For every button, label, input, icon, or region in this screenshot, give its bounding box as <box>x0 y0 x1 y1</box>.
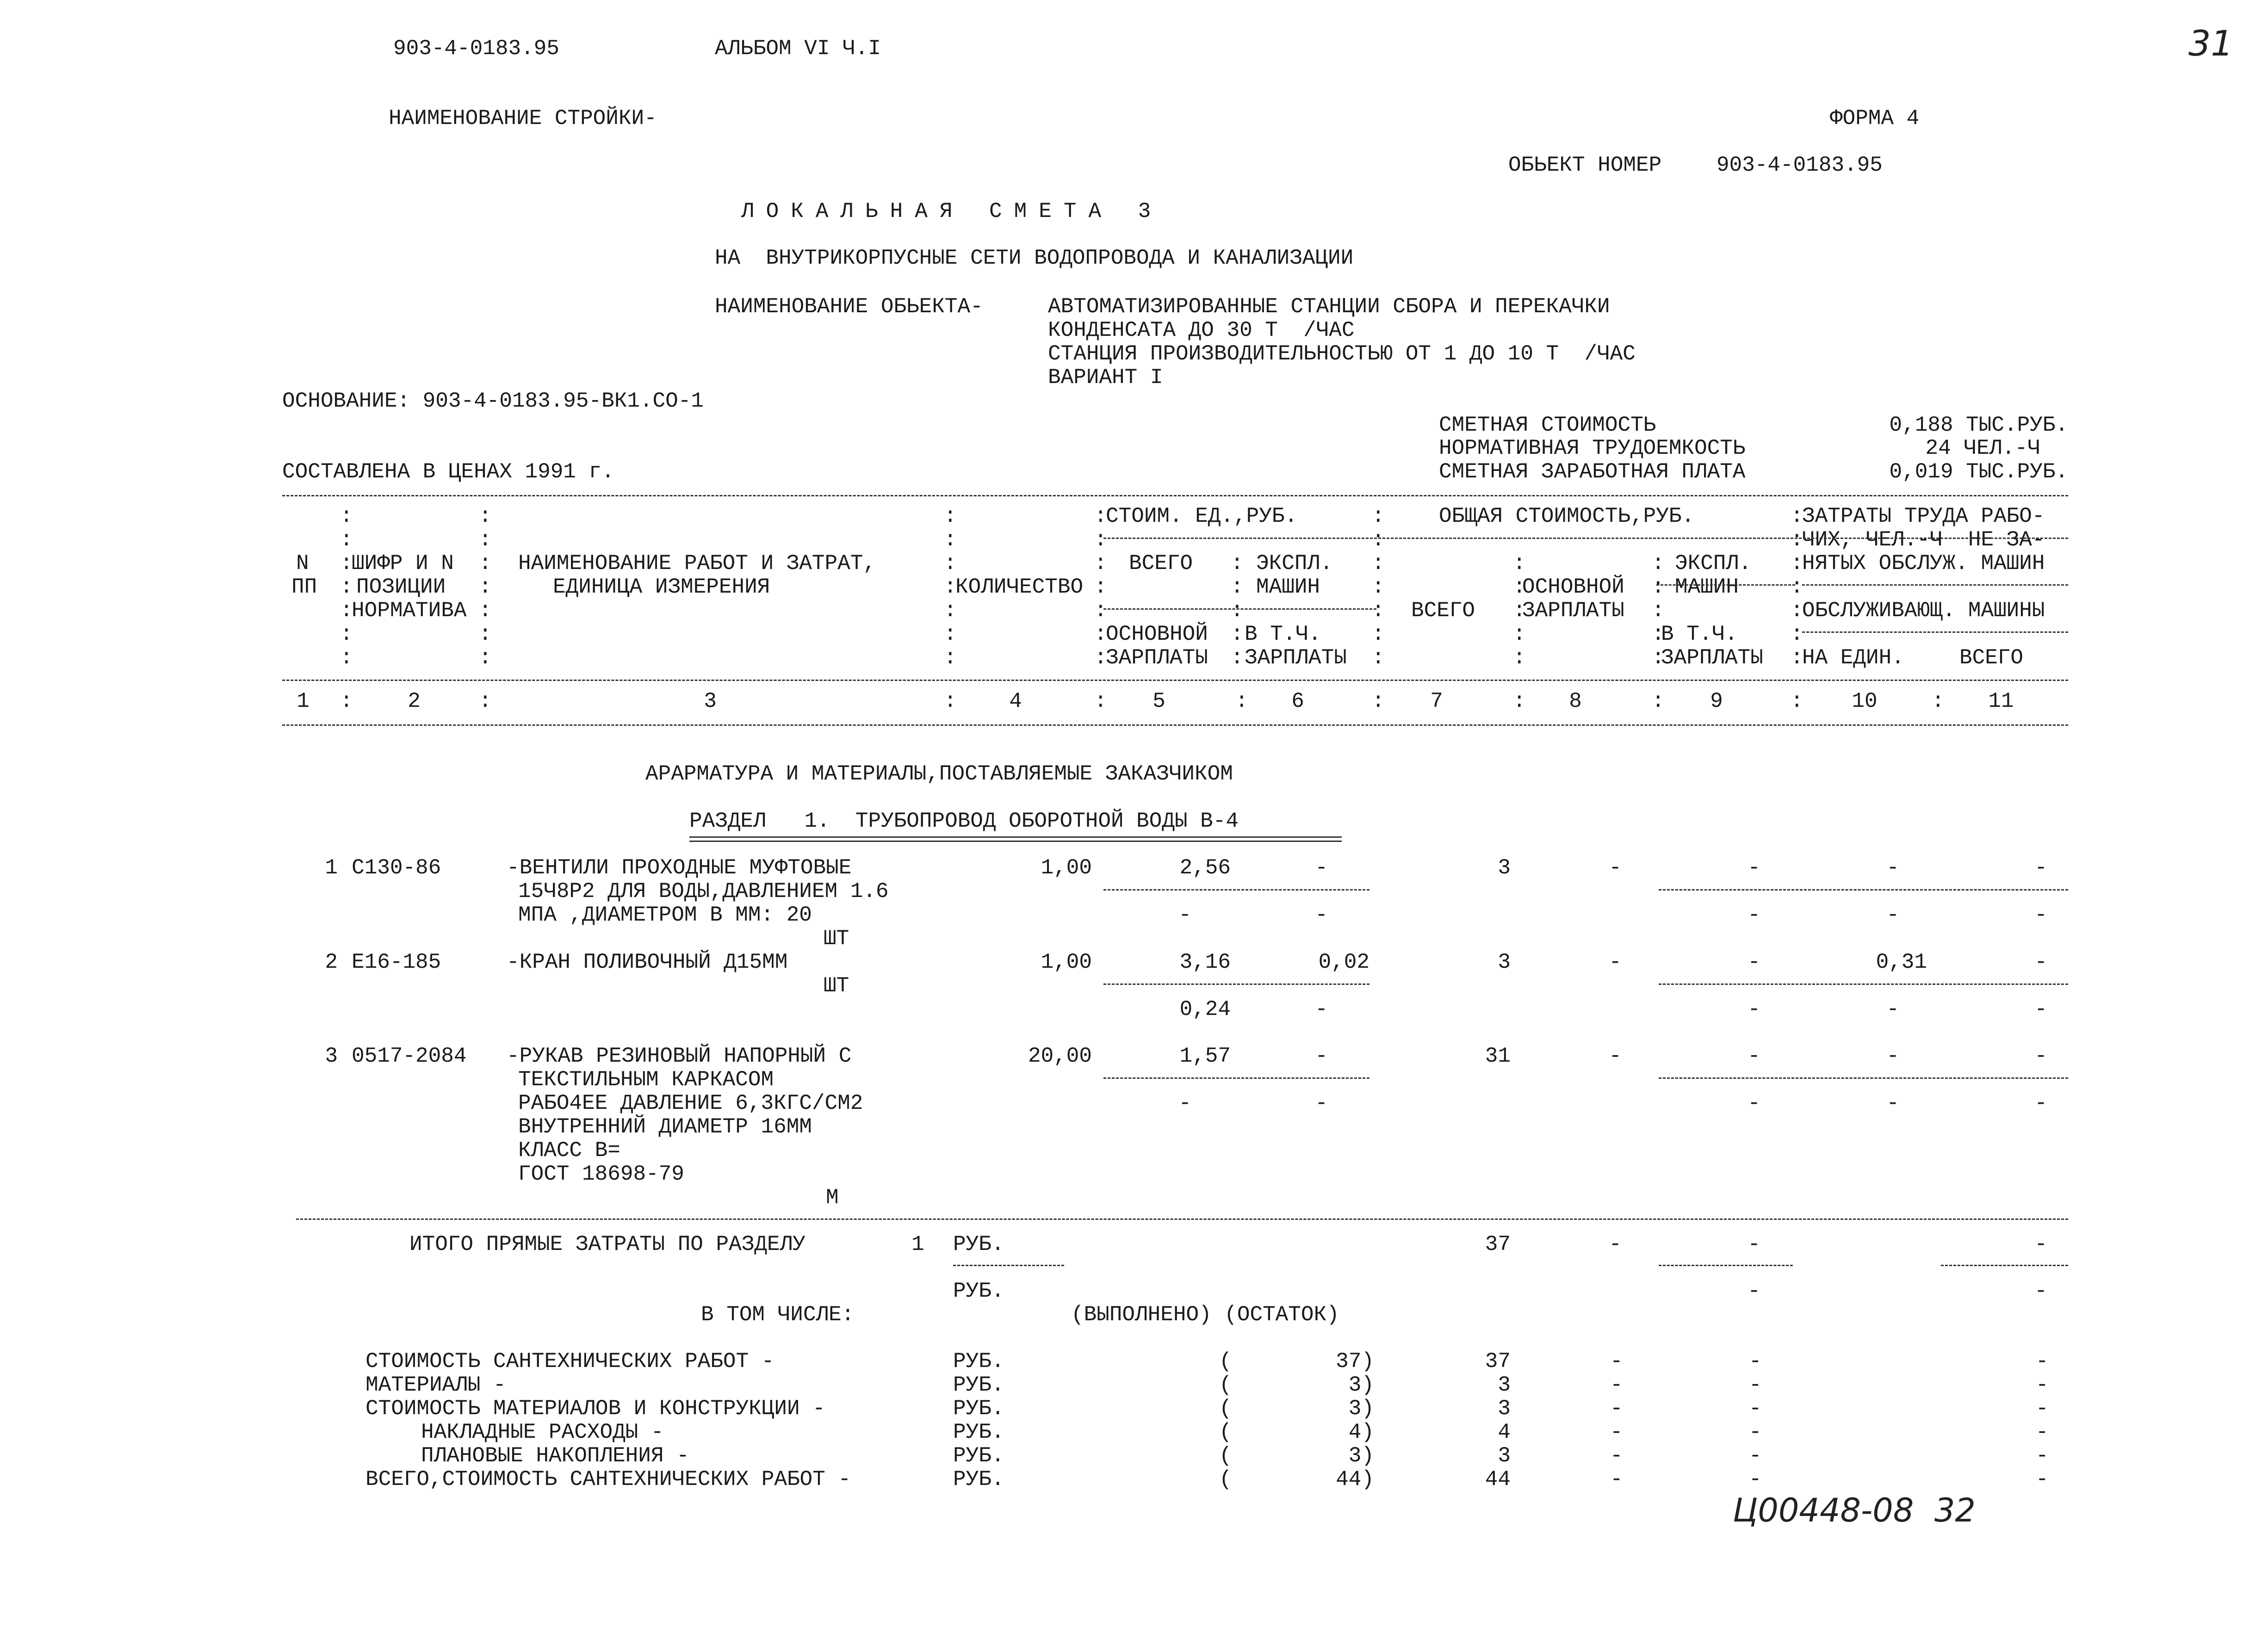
row-total-vt: - <box>1747 1091 1760 1115</box>
object-name-line: АВТОМАТИЗИРОВАННЫЕ СТАНЦИИ СБОРА И ПЕРЕКАЧКИ <box>1048 295 1610 319</box>
row-name: МПА ,ДИАМЕТРОМ В ММ: 20 <box>518 903 812 927</box>
row-rule <box>1103 1077 1369 1079</box>
col-unit-osn-header: ЗАРПЛАТЫ <box>1106 646 1208 670</box>
row-total-expl: - <box>1747 1044 1760 1068</box>
totals-labor-total: - <box>2034 1279 2047 1303</box>
breakdown-dash: - <box>1749 1467 1762 1491</box>
column-separator: : <box>1094 599 1107 623</box>
breakdown-total: 3 <box>1498 1373 1511 1397</box>
column-separator: : <box>1513 551 1526 575</box>
row-rule <box>1659 983 2068 985</box>
breakdown-paren: ( <box>1219 1467 1232 1491</box>
col-unit-total-header: ВСЕГО <box>1129 551 1193 575</box>
breakdown-unit: РУБ. <box>953 1420 1004 1444</box>
column-separator: : <box>944 622 957 646</box>
col-labor-header: НЯТЫХ ОБСЛУЖ. МАШИН <box>1802 551 2045 575</box>
column-separator: : <box>1372 575 1385 599</box>
breakdown-dash: - <box>1610 1397 1623 1421</box>
section-heading: АРАРМАТУРА И МАТЕРИАЛЫ,ПОСТАВЛЯЕМЫЕ ЗАКАЗЧИКОМ <box>645 762 1233 786</box>
totals-unit: РУБ. <box>953 1232 1004 1256</box>
column-separator: : <box>1791 689 1803 713</box>
col-total-vt-header: ЗАРПЛАТЫ <box>1661 646 1763 670</box>
column-separator: : <box>1513 646 1526 670</box>
column-separator: : <box>340 622 353 646</box>
breakdown-unit: РУБ. <box>953 1444 1004 1468</box>
breakdown-dash: - <box>2036 1444 2049 1468</box>
including-label: В ТОМ ЧИСЛЕ: <box>701 1303 855 1327</box>
column-separator: : <box>479 551 492 575</box>
breakdown-label: СТОИМОСТЬ САНТЕХНИЧЕСКИХ РАБОТ - <box>366 1349 775 1373</box>
row-labor-total: - <box>2034 856 2047 880</box>
column-separator: : <box>1231 575 1244 599</box>
column-separator: : <box>1372 504 1385 528</box>
row-quantity: 20,00 <box>1028 1044 1092 1068</box>
column-separator: : <box>1652 622 1665 646</box>
breakdown-dash: - <box>2036 1397 2049 1421</box>
breakdown-dash: - <box>1610 1467 1623 1491</box>
breakdown-dash: - <box>1610 1444 1623 1468</box>
row-labor-total: - <box>2034 1044 2047 1068</box>
column-number: 9 <box>1710 689 1723 713</box>
column-separator: : <box>944 528 957 552</box>
col-code-header: ШИФР И N <box>352 551 454 575</box>
breakdown-unit: РУБ. <box>953 1397 1004 1421</box>
header-bottom-rule <box>282 680 2068 681</box>
document-code: 903-4-0183.95 <box>393 37 559 61</box>
row-unit-osn: - <box>1178 903 1191 927</box>
row-number: 2 <box>325 950 338 974</box>
row-labor-unit: - <box>1886 1091 1899 1115</box>
breakdown-label: ПЛАНОВЫЕ НАКОПЛЕНИЯ - <box>421 1444 689 1468</box>
breakdown-done: 44) <box>1336 1467 1374 1491</box>
breakdown-label: МАТЕРИАЛЫ - <box>366 1373 506 1397</box>
summary-value: 24 ЧЕЛ.-Ч <box>1925 436 2040 460</box>
row-unit-osn: - <box>1178 1091 1191 1115</box>
column-separator: : <box>944 575 957 599</box>
summary-label: СМЕТНАЯ СТОИМОСТЬ <box>1439 413 1656 437</box>
header-rule <box>1802 584 2068 586</box>
row-unit-total: 1,57 <box>1179 1044 1231 1068</box>
breakdown-unit: РУБ. <box>953 1349 1004 1373</box>
row-total: 3 <box>1498 856 1511 880</box>
summary-label: НОРМАТИВНАЯ ТРУДОЕМКОСТЬ <box>1439 436 1746 460</box>
column-separator: : <box>1094 622 1107 646</box>
row-total-expl: - <box>1747 856 1760 880</box>
column-separator: : <box>479 528 492 552</box>
col-unit-cost-header: СТОИМ. ЕД.,РУБ. <box>1106 504 1298 528</box>
col-labor-total-header: ВСЕГО <box>1959 646 2024 670</box>
object-name-line: СТАНЦИЯ ПРОИЗВОДИТЕЛЬНОСТЬЮ ОТ 1 ДО 10 Т /ЧАС <box>1048 342 1636 366</box>
column-separator: : <box>1791 575 1803 599</box>
column-separator: : <box>1372 646 1385 670</box>
breakdown-dash: - <box>2036 1420 2049 1444</box>
column-separator: : <box>1791 528 1803 552</box>
row-code: Е16-185 <box>352 950 441 974</box>
column-number: 2 <box>408 689 421 713</box>
col-unit-vt-header: ЗАРПЛАТЫ <box>1245 646 1347 670</box>
breakdown-dash: - <box>1749 1444 1762 1468</box>
breakdown-label: НАКЛАДНЫЕ РАСХОДЫ - <box>421 1420 664 1444</box>
row-code: С130-86 <box>352 856 441 880</box>
col-unit-osn-header: ОСНОВНОЙ <box>1106 622 1208 646</box>
column-separator: : <box>1372 599 1385 623</box>
column-separator: : <box>944 551 957 575</box>
album-label: АЛЬБОМ VI Ч.I <box>715 37 881 61</box>
column-number: 11 <box>1988 689 2014 713</box>
footer-stamp: Ц00448-08 32 <box>1733 1491 1976 1529</box>
row-name: ГОСТ 18698-79 <box>518 1162 684 1186</box>
totals-rule <box>953 1265 1064 1266</box>
row-labor-unit: 0,31 <box>1876 950 1927 974</box>
breakdown-done: 3) <box>1348 1373 1374 1397</box>
column-separator: : <box>340 575 353 599</box>
column-separator: : <box>1652 689 1665 713</box>
column-number: 7 <box>1430 689 1443 713</box>
row-unit-osn: 0,24 <box>1179 997 1231 1021</box>
column-separator: : <box>479 646 492 670</box>
row-total-vt: - <box>1747 997 1760 1021</box>
column-separator: : <box>1652 599 1665 623</box>
section-underline <box>689 836 1342 842</box>
column-separator: : <box>1235 689 1248 713</box>
object-name-label: НАИМЕНОВАНИЕ ОБЬЕКТА- <box>715 295 983 319</box>
row-labor-unit: - <box>1886 903 1899 927</box>
row-name: РАБО4ЕЕ ДАВЛЕНИЕ 6,3КГС/СМ2 <box>518 1091 863 1115</box>
header-rule <box>1103 538 2068 539</box>
row-name: 15Ч8Р2 ДЛЯ ВОДЫ,ДАВЛЕНИЕМ 1.6 <box>518 879 889 903</box>
column-separator: : <box>1513 575 1526 599</box>
col-unit-vt-header: В Т.Ч. <box>1245 622 1321 646</box>
object-name-line: КОНДЕНСАТА ДО 30 Т /ЧАС <box>1048 318 1355 342</box>
row-labor-unit: - <box>1886 1044 1899 1068</box>
row-rule <box>1659 1077 2068 1079</box>
breakdown-paren: ( <box>1219 1397 1232 1421</box>
column-separator: : <box>1513 599 1526 623</box>
col-total-expl-header: ЭКСПЛ. <box>1675 551 1752 575</box>
col-labor-header: ЗАТРАТЫ ТРУДА РАБО- <box>1802 504 2045 528</box>
summary-value: 0,019 ТЫС.РУБ. <box>1889 460 2068 484</box>
column-number: 4 <box>1009 689 1022 713</box>
col-number-header: ПП <box>291 575 317 599</box>
prices-basis: СОСТАВЛЕНА В ЦЕНАХ 1991 г. <box>282 460 614 484</box>
column-separator: : <box>1372 689 1385 713</box>
totals-total-expl: - <box>1747 1232 1760 1256</box>
totals-total: 37 <box>1485 1232 1511 1256</box>
row-labor-total: - <box>2034 950 2047 974</box>
col-name-header: ЕДИНИЦА ИЗМЕРЕНИЯ <box>553 575 770 599</box>
column-number: 3 <box>704 689 717 713</box>
page-subtitle: НА ВНУТРИКОРПУСНЫЕ СЕТИ ВОДОПРОВОДА И КАНАЛИЗАЦИИ <box>715 246 1354 270</box>
object-number: 903-4-0183.95 <box>1716 153 1883 177</box>
breakdown-dash: - <box>1610 1373 1623 1397</box>
column-number: 5 <box>1153 689 1165 713</box>
col-unit-expl-header: ЭКСПЛ. <box>1256 551 1333 575</box>
breakdown-dash: - <box>1749 1373 1762 1397</box>
column-separator: : <box>1791 646 1803 670</box>
col-labor-unit-header: НА ЕДИН. <box>1802 646 1904 670</box>
column-separator: : <box>1231 599 1244 623</box>
breakdown-done: 4) <box>1348 1420 1374 1444</box>
row-unit-total: 2,56 <box>1179 856 1231 880</box>
column-separator: : <box>340 646 353 670</box>
breakdown-paren: ( <box>1219 1349 1232 1373</box>
breakdown-done: 3) <box>1348 1397 1374 1421</box>
col-total-all-header: ВСЕГО <box>1411 599 1475 623</box>
column-separator: : <box>479 575 492 599</box>
breakdown-total: 4 <box>1498 1420 1511 1444</box>
breakdown-paren: ( <box>1219 1444 1232 1468</box>
breakdown-dash: - <box>1749 1349 1762 1373</box>
col-name-header: НАИМЕНОВАНИЕ РАБОТ И ЗАТРАТ, <box>518 551 876 575</box>
row-unit-expl: - <box>1315 856 1328 880</box>
column-separator: : <box>1932 689 1945 713</box>
totals-label: ИТОГО ПРЯМЫЕ ЗАТРАТЫ ПО РАЗДЕЛУ <box>409 1232 806 1256</box>
breakdown-total: 37 <box>1485 1349 1511 1373</box>
col-total-vt-header: В Т.Ч. <box>1661 622 1738 646</box>
row-labor-unit: - <box>1886 856 1899 880</box>
breakdown-dash: - <box>1749 1420 1762 1444</box>
totals-section-number: 1 <box>911 1232 924 1256</box>
column-number: 8 <box>1569 689 1582 713</box>
basis: ОСНОВАНИЕ: 903-4-0183.95-ВК1.СО-1 <box>282 389 704 413</box>
column-separator: : <box>1513 622 1526 646</box>
row-unit-vt: - <box>1315 997 1328 1021</box>
form-number: ФОРМА 4 <box>1830 106 1920 130</box>
row-rule <box>1659 889 2068 891</box>
breakdown-total: 3 <box>1498 1444 1511 1468</box>
column-separator: : <box>1791 504 1803 528</box>
column-separator: : <box>1791 622 1803 646</box>
breakdown-dash: - <box>1610 1349 1623 1373</box>
column-separator: : <box>944 504 957 528</box>
col-total-osn-header: ОСНОВНОЙ <box>1522 575 1624 599</box>
row-unit-vt: - <box>1315 903 1328 927</box>
breakdown-done: 37) <box>1336 1349 1374 1373</box>
done-remain-header: (ВЫПОЛНЕНО) (ОСТАТОК) <box>1071 1303 1339 1327</box>
summary-label: СМЕТНАЯ ЗАРАБОТНАЯ ПЛАТА <box>1439 460 1746 484</box>
column-separator: : <box>944 599 957 623</box>
breakdown-dash: - <box>2036 1373 2049 1397</box>
column-numbers-rule <box>282 724 2068 726</box>
row-number: 3 <box>325 1044 338 1068</box>
col-labor-header: ЧИХ, ЧЕЛ.-Ч НЕ ЗА- <box>1802 528 2045 552</box>
column-separator: : <box>479 622 492 646</box>
column-separator: : <box>1094 646 1107 670</box>
row-labor-unit: - <box>1886 997 1899 1021</box>
breakdown-total: 44 <box>1485 1467 1511 1491</box>
row-quantity: 1,00 <box>1041 950 1092 974</box>
column-separator: : <box>479 504 492 528</box>
row-unit: М <box>826 1186 839 1210</box>
column-separator: : <box>1094 504 1107 528</box>
row-total-osn: - <box>1609 856 1622 880</box>
row-unit: ШТ <box>824 974 849 998</box>
col-unit-expl-header: МАШИН <box>1256 575 1320 599</box>
breakdown-total: 3 <box>1498 1397 1511 1421</box>
column-separator: : <box>944 689 957 713</box>
totals-rule <box>1941 1265 2068 1266</box>
column-separator: : <box>1791 599 1803 623</box>
breakdown-paren: ( <box>1219 1420 1232 1444</box>
column-separator: : <box>944 646 957 670</box>
column-separator: : <box>1372 551 1385 575</box>
column-separator: : <box>1231 551 1244 575</box>
col-quantity-header: КОЛИЧЕСТВО <box>955 575 1084 599</box>
row-name: КЛАСС В= <box>518 1138 620 1163</box>
row-name: -ВЕНТИЛИ ПРОХОДНЫЕ МУФТОВЫЕ <box>507 856 852 880</box>
row-total-osn: - <box>1609 1044 1622 1068</box>
breakdown-paren: ( <box>1219 1373 1232 1397</box>
breakdown-unit: РУБ. <box>953 1373 1004 1397</box>
column-separator: : <box>1094 551 1107 575</box>
column-separator: : <box>1652 646 1665 670</box>
column-separator: : <box>1231 622 1244 646</box>
col-code-header: НОРМАТИВА <box>352 599 467 623</box>
column-separator: : <box>1094 528 1107 552</box>
column-number: 10 <box>1852 689 1878 713</box>
summary-value: 0,188 ТЫС.РУБ. <box>1889 413 2068 437</box>
row-labor-total: - <box>2034 997 2047 1021</box>
column-number: 6 <box>1291 689 1304 713</box>
row-unit-expl: 0,02 <box>1318 950 1369 974</box>
page-title: ЛОКАЛЬНАЯ СМЕТА 3 <box>741 199 1163 223</box>
col-labor-sub-header: ОБСЛУЖИВАЮЩ. МАШИНЫ <box>1802 599 2045 623</box>
breakdown-done: 3) <box>1348 1444 1374 1468</box>
row-name: -КРАН ПОЛИВОЧНЫЙ Д15ММ <box>507 950 788 974</box>
column-separator: : <box>1094 575 1107 599</box>
row-total: 3 <box>1498 950 1511 974</box>
row-total-expl: - <box>1747 950 1760 974</box>
column-number: 1 <box>297 689 310 713</box>
table-top-rule <box>282 495 2068 496</box>
row-name: ВНУТРЕННИЙ ДИАМЕТР 16ММ <box>518 1115 812 1139</box>
column-separator: : <box>1231 646 1244 670</box>
breakdown-dash: - <box>1749 1397 1762 1421</box>
row-labor-total: - <box>2034 1091 2047 1115</box>
header-rule <box>1656 584 1795 586</box>
column-separator: : <box>340 551 353 575</box>
row-name: -РУКАВ РЕЗИНОВЫЙ НАПОРНЫЙ С <box>507 1044 852 1068</box>
totals-rule <box>1659 1265 1793 1266</box>
row-quantity: 1,00 <box>1041 856 1092 880</box>
breakdown-dash: - <box>2036 1467 2049 1491</box>
column-separator: : <box>1513 689 1526 713</box>
column-separator: : <box>1372 528 1385 552</box>
row-code: 0517-2084 <box>352 1044 467 1068</box>
column-separator: : <box>1652 575 1665 599</box>
breakdown-dash: - <box>1610 1420 1623 1444</box>
column-separator: : <box>1652 551 1665 575</box>
col-total-osn-header: ЗАРПЛАТЫ <box>1522 599 1624 623</box>
row-unit: ШТ <box>824 927 849 951</box>
row-labor-total: - <box>2034 903 2047 927</box>
breakdown-label: СТОИМОСТЬ МАТЕРИАЛОВ И КОНСТРУКЦИИ - <box>366 1397 825 1421</box>
page-mark: 31 <box>2188 23 2233 64</box>
breakdown-unit: РУБ. <box>953 1467 1004 1491</box>
row-rule <box>1103 983 1369 985</box>
section-title: РАЗДЕЛ 1. ТРУБОПРОВОД ОБОРОТНОЙ ВОДЫ В-4 <box>689 809 1239 833</box>
breakdown-dash: - <box>2036 1349 2049 1373</box>
row-number: 1 <box>325 856 338 880</box>
column-separator: : <box>1372 622 1385 646</box>
object-number-label: ОБЬЕКТ НОМЕР <box>1508 153 1662 177</box>
column-separator: : <box>340 504 353 528</box>
totals-total-osn: - <box>1609 1232 1622 1256</box>
column-separator: : <box>340 599 353 623</box>
column-separator: : <box>340 689 353 713</box>
totals-unit: РУБ. <box>953 1279 1004 1303</box>
row-total-vt: - <box>1747 903 1760 927</box>
totals-labor-total: - <box>2034 1232 2047 1256</box>
column-separator: : <box>340 528 353 552</box>
row-unit-expl: - <box>1315 1044 1328 1068</box>
row-rule <box>1103 889 1369 891</box>
column-separator: : <box>479 689 492 713</box>
breakdown-label: ВСЕГО,СТОИМОСТЬ САНТЕХНИЧЕСКИХ РАБОТ - <box>366 1467 851 1491</box>
object-name-line: ВАРИАНТ I <box>1048 365 1163 390</box>
col-number-header: N <box>296 551 309 575</box>
header-rule <box>1802 631 2068 633</box>
column-separator: : <box>1094 689 1107 713</box>
row-total-osn: - <box>1609 950 1622 974</box>
row-name: ТЕКСТИЛЬНЫМ КАРКАСОМ <box>518 1068 774 1092</box>
col-total-expl-header: МАШИН <box>1675 575 1739 599</box>
col-total-cost-header: ОБЩАЯ СТОИМОСТЬ,РУБ. <box>1439 504 1695 528</box>
totals-total-vt: - <box>1747 1279 1760 1303</box>
col-code-header: ПОЗИЦИИ <box>356 575 446 599</box>
row-unit-total: 3,16 <box>1179 950 1231 974</box>
row-total: 31 <box>1485 1044 1511 1068</box>
row-unit-vt: - <box>1315 1091 1328 1115</box>
construction-name: НАИМЕНОВАНИЕ СТРОЙКИ- <box>389 106 657 130</box>
table-bottom-rule <box>296 1218 2068 1220</box>
column-separator: : <box>1791 551 1803 575</box>
column-separator: : <box>479 599 492 623</box>
